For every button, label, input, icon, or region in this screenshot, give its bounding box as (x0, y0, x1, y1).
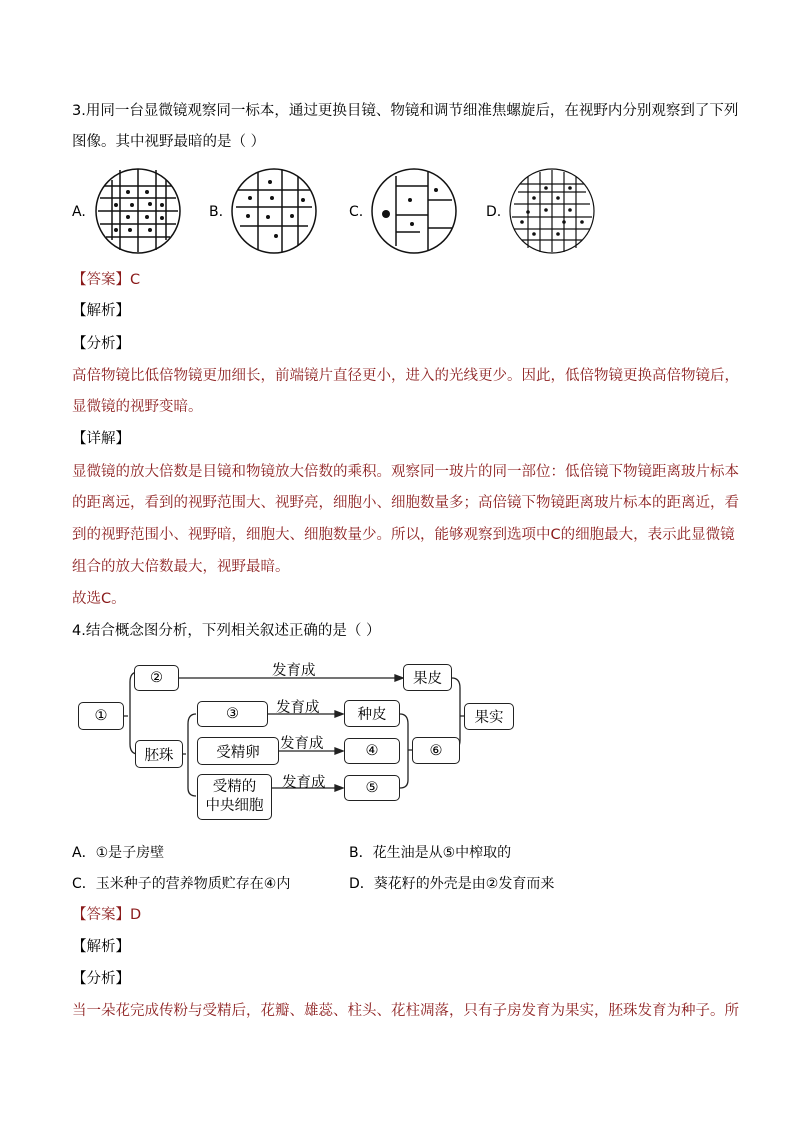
q3-figure-b (232, 169, 316, 253)
arrow-label-develop-2: 发育成 (276, 700, 320, 716)
node-3: ③ (197, 701, 268, 727)
q4-fenxi-line1: 当一朵花完成传粉与受精后，花瓣、雄蕊、柱头、花柱凋落，只有子房发育为果实，胚珠发育为种子。所 (72, 1003, 739, 1019)
arrow-label-develop-4: 发育成 (282, 775, 326, 791)
node-1: ① (78, 702, 124, 730)
node-6: ⑥ (412, 737, 460, 764)
q4-option-a: A．①是子房壁 (72, 845, 165, 861)
q3-option-b-label: B. (209, 204, 224, 220)
central-cell-line2: 中央细胞 (205, 798, 264, 814)
q3-detail-line1: 显微镜的放大倍数是目镜和物镜放大倍数的乘积。观察同一玻片的同一部位：低倍镜下物镜距离玻片标本 (72, 464, 739, 480)
node-pericarp: 果皮 (403, 664, 452, 691)
q3-detail-line2: 的距离远，看到的视野范围大、视野亮，细胞小、细胞数量多；高倍镜下物镜距离玻片标本的距离近，看 (72, 495, 739, 511)
node-4: ④ (344, 738, 400, 764)
q3-stem-line1: 3.用同一台显微镜观察同一标本，通过更换目镜、物镜和调节细准焦螺旋后，在视野内分别观察到了下列 (72, 103, 739, 119)
q3-figure-c (372, 169, 456, 253)
q3-option-d-label: D. (486, 204, 502, 220)
q3-analysis-tag: 【解析】 (72, 303, 130, 319)
q3-stem-line2: 图像。其中视野最暗的是（ ） (72, 134, 266, 150)
node-fertilized-egg: 受精卵 (197, 737, 279, 765)
node-fertilized-central-cell (197, 774, 272, 820)
q4-option-c: C．玉米种子的营养物质贮存在④内 (72, 876, 291, 892)
q3-figure-d (510, 169, 594, 253)
node-ovule: 胚珠 (135, 740, 183, 768)
q3-detail-line3: 到的视野范围小、视野暗，细胞大、细胞数量少。所以，能够观察到选项中C的细胞最大，表示此显微镜 (72, 527, 735, 543)
q3-fenxi-line2: 显微镜的视野变暗。 (72, 399, 203, 415)
q3-detail-tag: 【详解】 (72, 431, 130, 447)
node-seedcoat: 种皮 (344, 700, 400, 727)
q4-option-b: B．花生油是从⑤中榨取的 (349, 845, 512, 861)
q3-detail-line4: 组合的放大倍数最大，视野最暗。 (72, 559, 290, 575)
q4-analysis-tag: 【解析】 (72, 939, 130, 955)
q3-option-c-label: C. (349, 204, 364, 220)
q4-fenxi-tag: 【分析】 (72, 971, 130, 987)
q3-fenxi-line1: 高倍物镜比低倍物镜更加细长，前端镜片直径更小，进入的光线更少。因此，低倍物镜更换高倍物镜后， (72, 368, 739, 384)
node-5: ⑤ (344, 775, 400, 801)
q3-option-a-label: A. (72, 204, 86, 220)
q4-stem: 4.结合概念图分析，下列相关叙述正确的是（ ） (72, 623, 381, 639)
q4-option-d: D．葵花籽的外壳是由②发育而来 (349, 876, 555, 892)
node-fruit: 果实 (464, 703, 514, 730)
node-2: ② (134, 665, 179, 691)
q4-answer: 【答案】D (72, 907, 142, 923)
q3-conclusion: 故选C。 (72, 591, 126, 607)
arrow-label-develop-1: 发育成 (272, 663, 316, 679)
q3-answer: 【答案】C (72, 272, 141, 288)
q3-fenxi-tag: 【分析】 (72, 336, 130, 352)
arrow-label-develop-3: 发育成 (280, 736, 324, 752)
q3-figure-a (96, 169, 180, 253)
central-cell-line1: 受精的 (212, 779, 257, 795)
